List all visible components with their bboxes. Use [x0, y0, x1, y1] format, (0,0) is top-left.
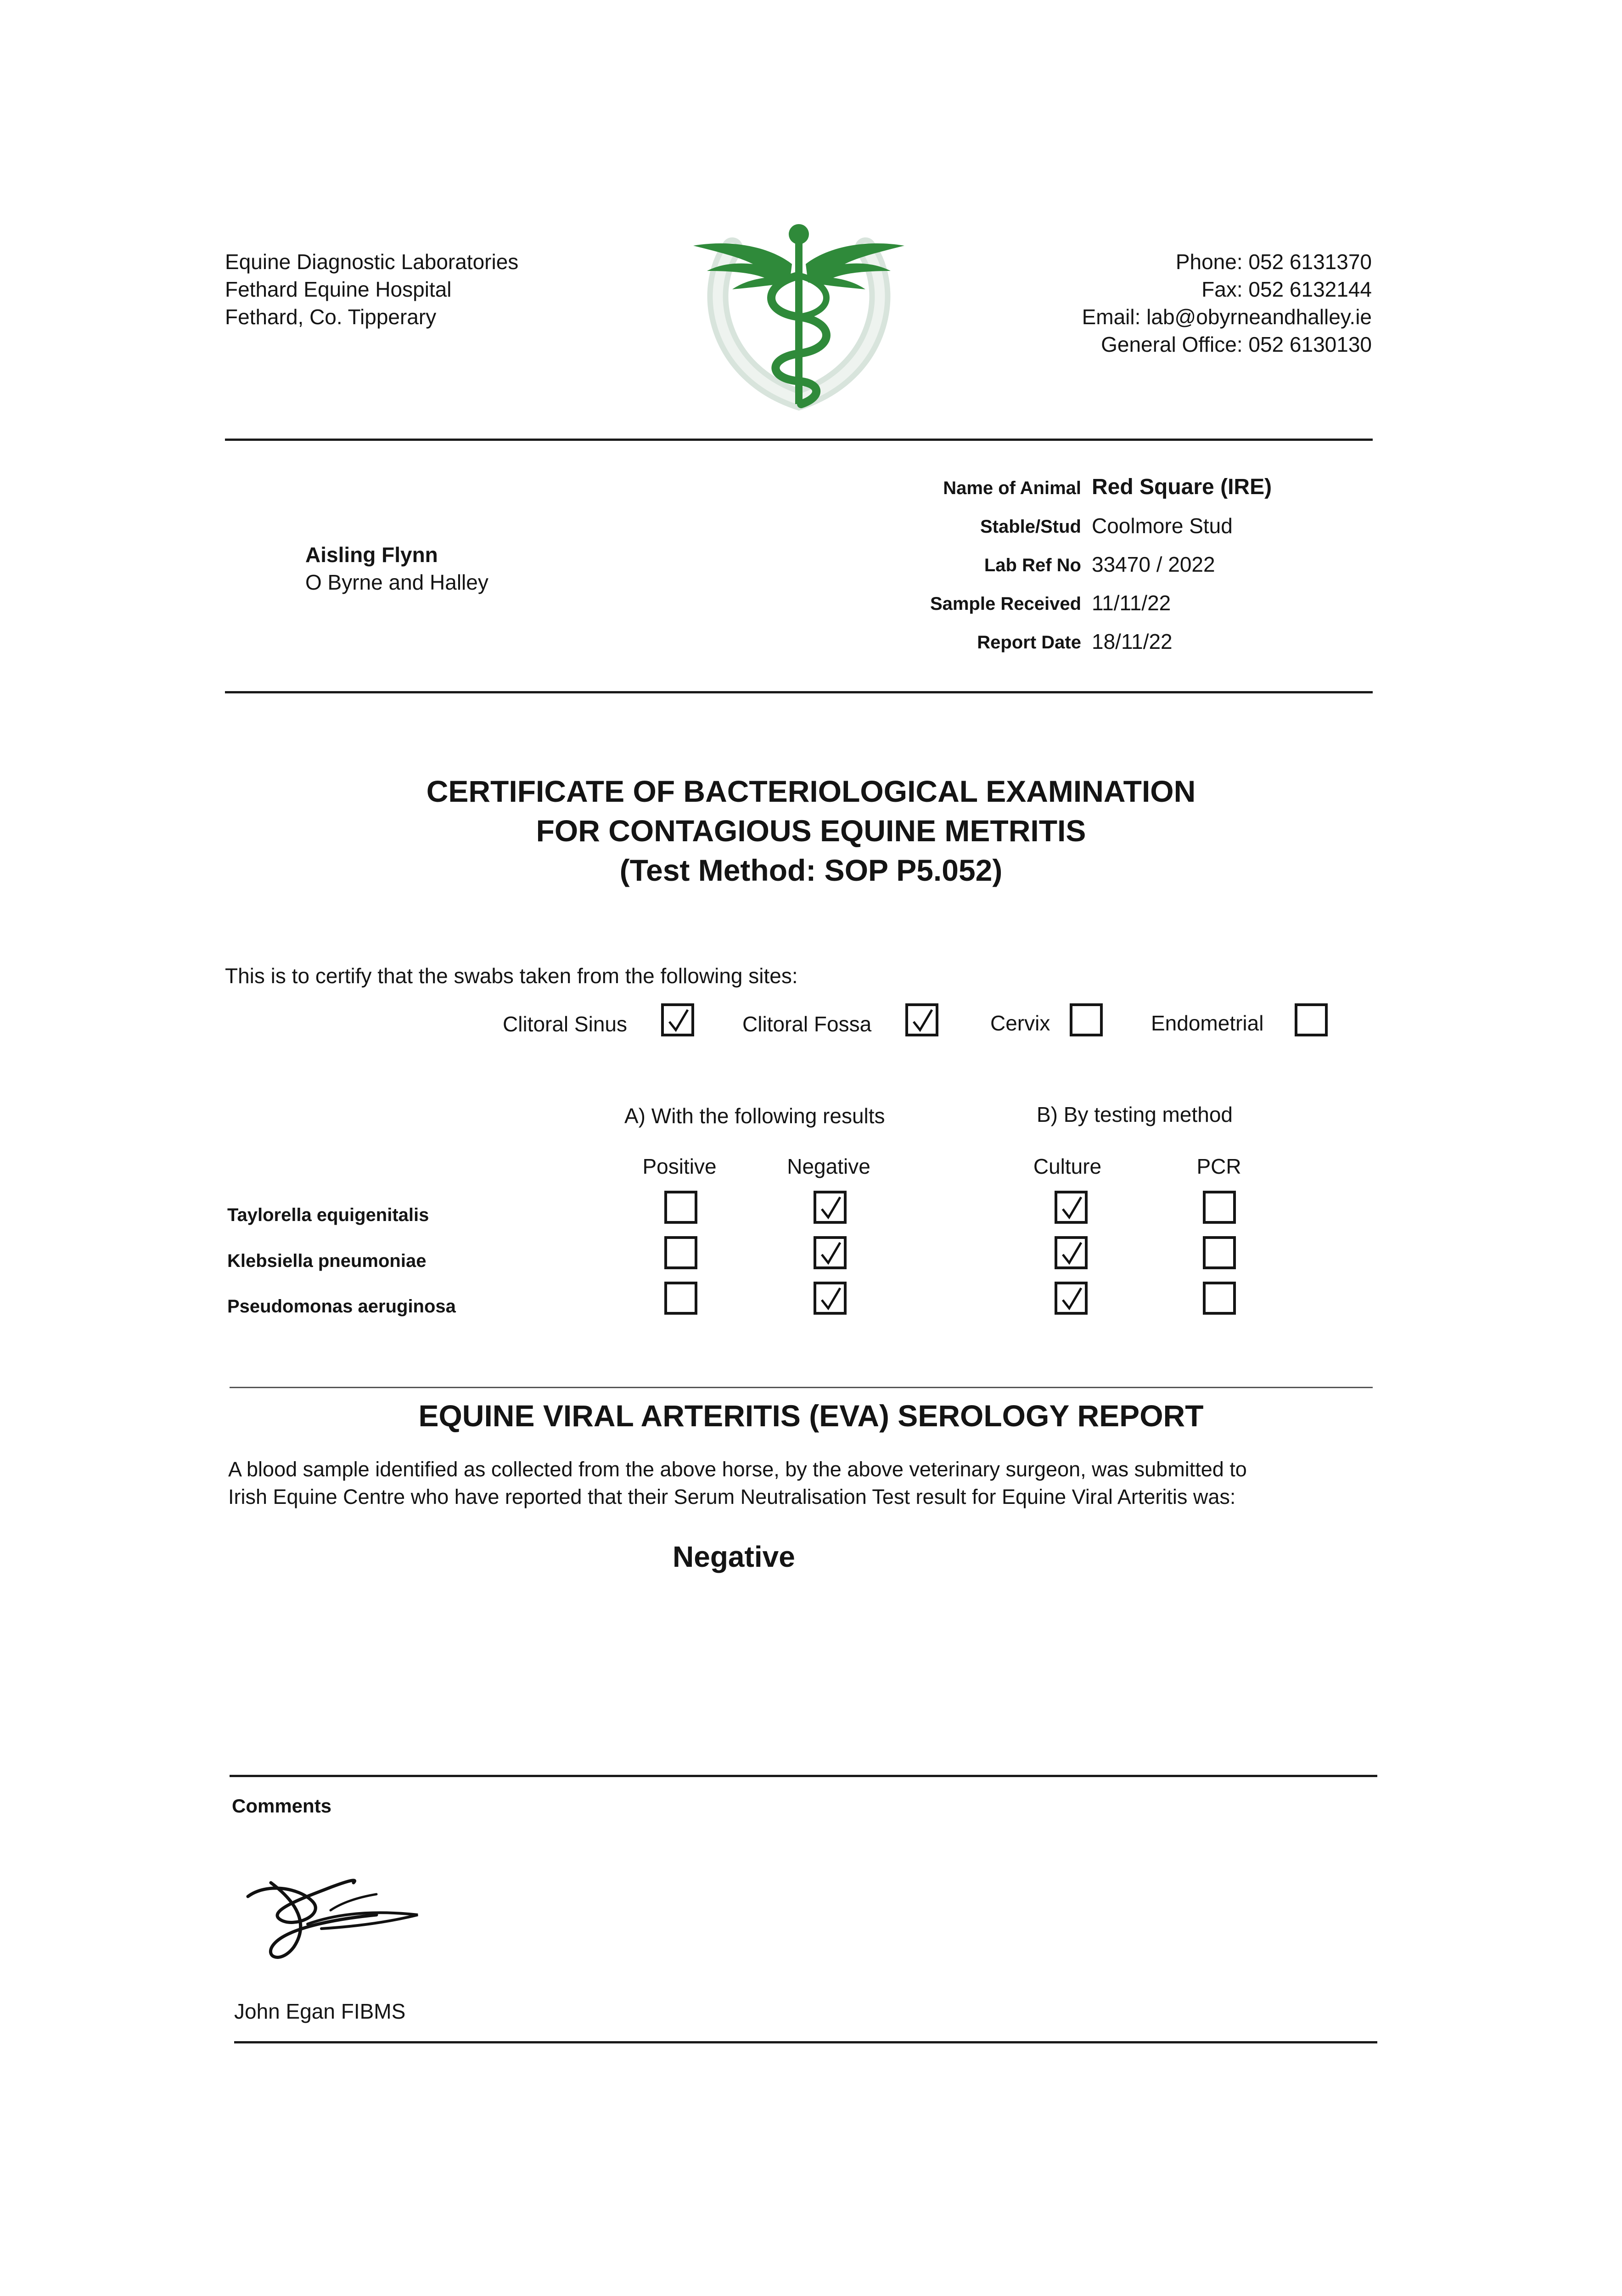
contact-phone: Phone: 052 6131370 [1175, 250, 1372, 274]
report-date-label: Report Date [977, 632, 1081, 653]
handwritten-signature [239, 1869, 432, 1979]
caduceus-logo [684, 220, 914, 413]
results-divider [230, 1387, 1373, 1388]
site-checkbox-clitoral-sinus [661, 1003, 694, 1036]
row1-pcr-checkbox [1203, 1191, 1236, 1224]
column-positive: Positive [642, 1154, 717, 1178]
stable-label: Stable/Stud [980, 517, 1081, 537]
row1-negative-checkbox [814, 1191, 847, 1224]
eva-text-line2: Irish Equine Centre who have reported that their Serum Neutralisation Test result for Equine Viral Arteritis was: [228, 1485, 1236, 1508]
lab-address: Fethard, Co. Tipperary [225, 305, 437, 329]
recipient-name: Aisling Flynn [305, 543, 438, 567]
sample-received-label: Sample Received [930, 594, 1081, 614]
contact-office: General Office: 052 6130130 [1101, 332, 1372, 356]
lab-ref-label: Lab Ref No [984, 555, 1081, 575]
lab-address-block [225, 248, 518, 331]
column-negative: Negative [787, 1154, 870, 1178]
eva-text-line1: A blood sample identified as collected from the above horse, by the above veterinary surgeon, was submitted to [228, 1458, 1247, 1481]
row3-positive-checkbox [664, 1282, 697, 1315]
results-group-a-label: A) With the following results [624, 1104, 885, 1128]
organism-taylorella: Taylorella equigenitalis [227, 1205, 429, 1225]
site-label-endometrial: Endometrial [1151, 1011, 1264, 1035]
eva-title: EQUINE VIRAL ARTERITIS (EVA) SEROLOGY REPORT [418, 1399, 1204, 1433]
certificate-title [0, 771, 1622, 890]
row2-culture-checkbox [1055, 1236, 1088, 1269]
sample-received-value: 11/11/22 [1092, 591, 1171, 615]
contact-email: Email: lab@obyrneandhalley.ie [1082, 305, 1372, 329]
site-checkbox-cervix [1070, 1003, 1103, 1036]
signatory-name: John Egan FIBMS [234, 1999, 406, 2023]
animal-name-value: Red Square (IRE) [1092, 475, 1272, 499]
site-label-cervix: Cervix [990, 1011, 1050, 1035]
comments-label: Comments [232, 1795, 332, 1817]
lab-ref-value: 33470 / 2022 [1092, 552, 1215, 576]
organism-pseudomonas: Pseudomonas aeruginosa [227, 1296, 456, 1317]
row3-culture-checkbox [1055, 1282, 1088, 1315]
certificate-title-line1: CERTIFICATE OF BACTERIOLOGICAL EXAMINATION [426, 774, 1196, 808]
contact-block [1082, 248, 1372, 358]
contact-fax: Fax: 052 6132144 [1201, 277, 1372, 301]
site-checkbox-endometrial [1295, 1003, 1328, 1036]
animal-name-label: Name of Animal [943, 478, 1081, 498]
swabs-intro: This is to certify that the swabs taken from the following sites: [225, 964, 798, 988]
site-label-clitoral-sinus: Clitoral Sinus [503, 1012, 627, 1036]
eva-text [228, 1456, 1247, 1511]
column-pcr: PCR [1196, 1154, 1241, 1178]
row3-negative-checkbox [814, 1282, 847, 1315]
recipient-practice: O Byrne and Halley [305, 570, 488, 594]
eva-result: Negative [673, 1540, 795, 1573]
report-date-value: 18/11/22 [1092, 630, 1173, 653]
lab-name: Equine Diagnostic Laboratories [225, 250, 519, 274]
column-culture: Culture [1033, 1154, 1102, 1178]
results-group-b-label: B) By testing method [1037, 1103, 1233, 1126]
row1-culture-checkbox [1055, 1191, 1088, 1224]
info-divider [225, 691, 1373, 693]
site-checkbox-clitoral-fossa [905, 1003, 938, 1036]
header-divider [225, 439, 1373, 441]
site-label-clitoral-fossa: Clitoral Fossa [742, 1012, 872, 1036]
footer-divider [234, 2041, 1377, 2043]
stable-value: Coolmore Stud [1092, 514, 1233, 538]
row2-pcr-checkbox [1203, 1236, 1236, 1269]
lab-hospital: Fethard Equine Hospital [225, 277, 452, 301]
row3-pcr-checkbox [1203, 1282, 1236, 1315]
certificate-title-line2: FOR CONTAGIOUS EQUINE METRITIS [536, 814, 1086, 848]
recipient-block [305, 541, 488, 596]
row2-positive-checkbox [664, 1236, 697, 1269]
row1-positive-checkbox [664, 1191, 697, 1224]
organism-klebsiella: Klebsiella pneumoniae [227, 1251, 427, 1271]
certificate-title-line3: (Test Method: SOP P5.052) [619, 853, 1003, 887]
comments-divider [230, 1775, 1377, 1777]
row2-negative-checkbox [814, 1236, 847, 1269]
